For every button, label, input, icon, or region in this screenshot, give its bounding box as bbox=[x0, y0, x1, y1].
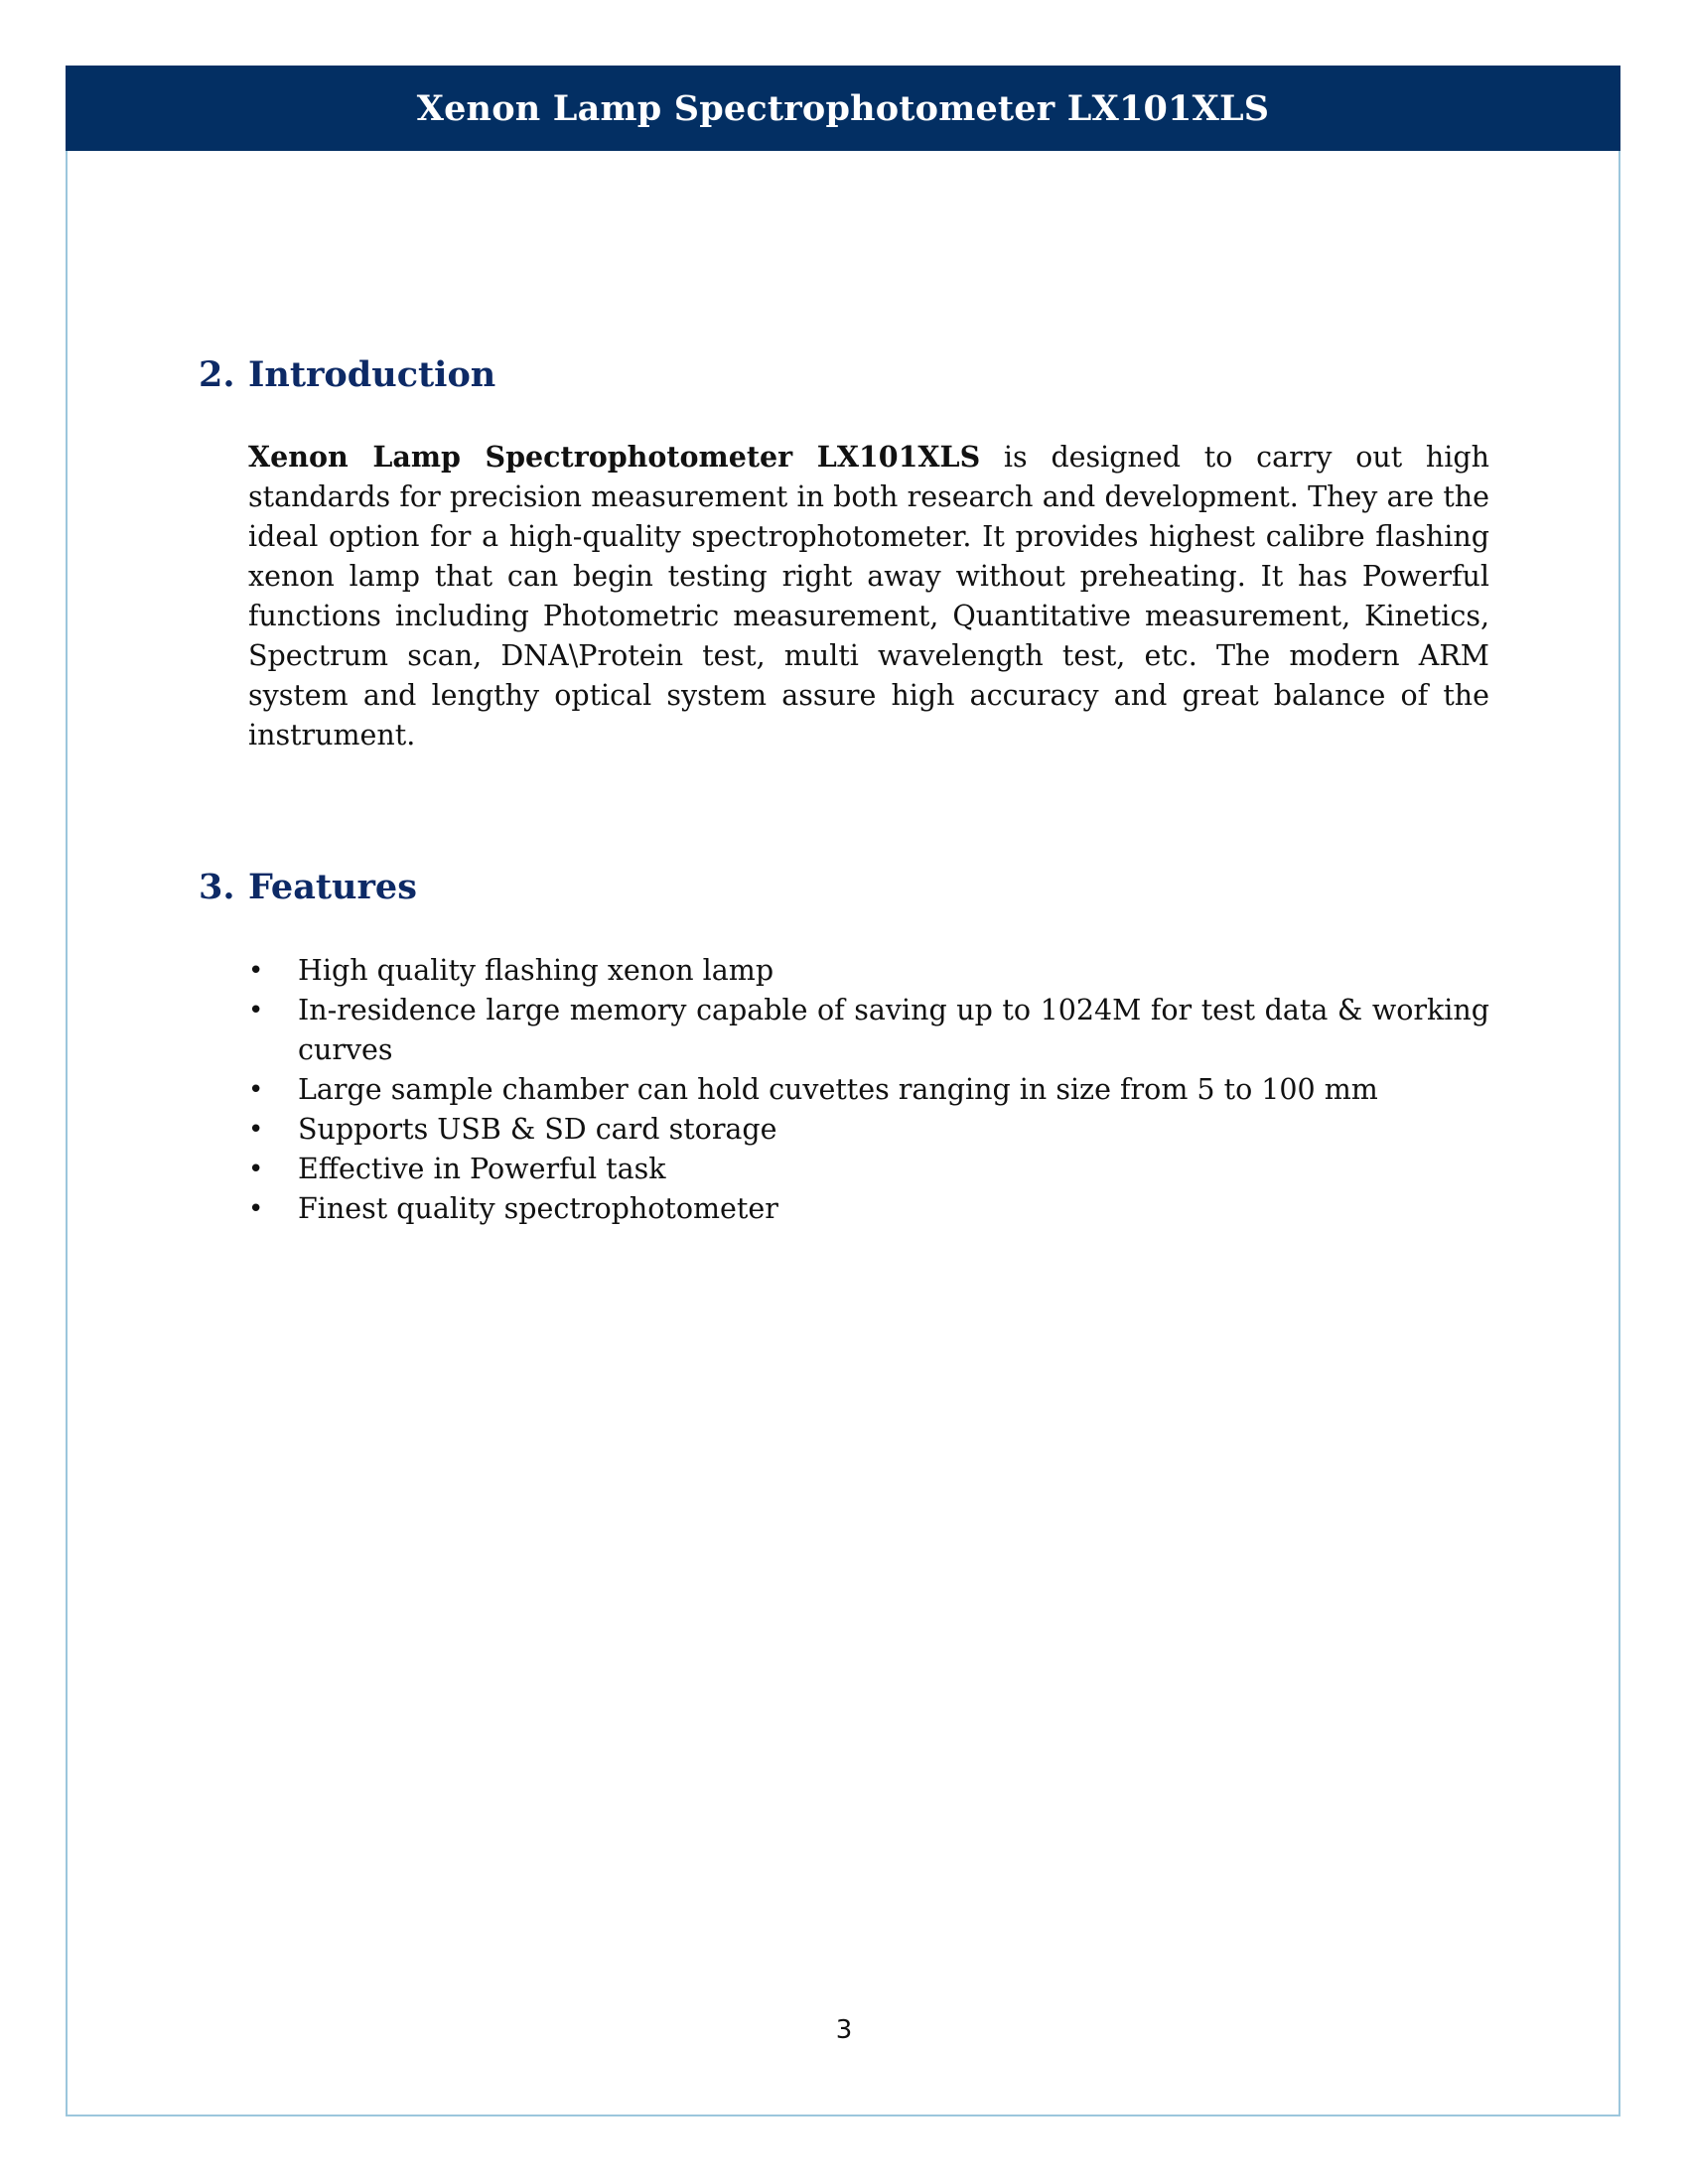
bullet-icon: • bbox=[248, 996, 264, 1025]
feature-text: Effective in Powerful task bbox=[298, 1153, 666, 1185]
introduction-title: Introduction bbox=[248, 354, 496, 395]
feature-text: Finest quality spectrophotometer bbox=[298, 1192, 778, 1225]
introduction-paragraph bbox=[248, 437, 1489, 755]
features-number: 3. bbox=[199, 867, 235, 907]
features-list bbox=[248, 951, 1489, 1229]
bullet-icon: • bbox=[248, 1075, 264, 1105]
list-item bbox=[248, 1070, 1489, 1110]
features-title: Features bbox=[248, 867, 417, 907]
features-heading bbox=[199, 867, 417, 907]
bullet-icon: • bbox=[248, 1155, 264, 1184]
list-item bbox=[248, 951, 1489, 991]
list-item bbox=[248, 991, 1489, 1070]
introduction-body: is designed to carry out high standards for precision measurement in both research and development. They are the ideal option for a high-quality spectrophotometer. It provides highest calibre flashing xenon lamp that can begin testing right away without preheating. It has Powerful functions including Photometric measurement, Quantitative measurement, Kinetics, Spectrum scan, DNA\Protein test, multi wavelength test, etc. The modern ARM system and lengthy optical system assure high accuracy and great balance of the instrument. bbox=[248, 441, 1490, 751]
introduction-lead-bold: Xenon Lamp Spectrophotometer LX101XLS bbox=[248, 440, 981, 474]
introduction-number: 2. bbox=[199, 354, 235, 395]
feature-text: In-residence large memory capable of saving up to 1024M for test data & working curves bbox=[298, 994, 1489, 1066]
introduction-heading bbox=[199, 354, 495, 395]
feature-text: High quality flashing xenon lamp bbox=[298, 954, 774, 987]
page-number: 3 bbox=[835, 2015, 853, 2045]
list-item bbox=[248, 1189, 1489, 1229]
bullet-icon: • bbox=[248, 1115, 264, 1145]
list-item bbox=[248, 1110, 1489, 1150]
feature-text: Supports USB & SD card storage bbox=[298, 1113, 777, 1146]
bullet-icon: • bbox=[248, 956, 264, 986]
list-item bbox=[248, 1150, 1489, 1189]
header-title: Xenon Lamp Spectrophotometer LX101XLS bbox=[416, 87, 1270, 129]
feature-text: Large sample chamber can hold cuvettes ranging in size from 5 to 100 mm bbox=[298, 1073, 1378, 1106]
page-header-banner bbox=[66, 66, 1620, 151]
bullet-icon: • bbox=[248, 1194, 264, 1224]
